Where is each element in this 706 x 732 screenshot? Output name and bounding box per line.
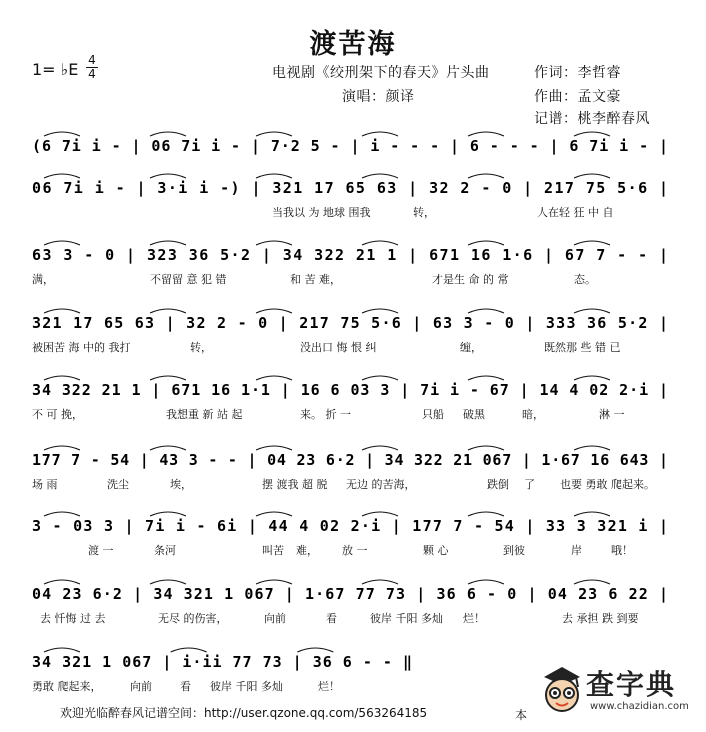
slur-mark [44,580,80,584]
lyric-text: 和 苦 难， [290,273,341,286]
lyric-text: 洗尘 [107,478,129,491]
slur-mark [468,580,504,584]
lyric-text: 难， [296,544,318,557]
notation-staff [30,378,670,404]
slur-mark [44,446,80,450]
lyric-text: 哦！ [611,544,633,557]
slur-mark [171,648,207,652]
slur-mark [256,309,292,313]
lyric-text: 转， [190,341,212,354]
lyric-text: 转， [413,206,435,219]
slur-mark [44,309,80,313]
slur-mark [468,241,504,245]
lyric-text: 渡 一 [88,544,114,557]
slur-mark [362,309,398,313]
lyric-text: 到彼 [503,544,525,557]
slur-mark [574,174,610,178]
notation-staff [30,311,670,337]
slur-mark [150,174,186,178]
notation-staff [30,176,670,202]
notation-row [30,582,670,602]
notation-text: 34 322 21 1 | 671 16 1·1 | 16 6 03 3 | 7i i - 67 | 14 4 02 2·i | [32,381,668,399]
lyric-text: 才是生 命 的 常 [432,273,509,286]
slur-mark [362,241,398,245]
slur-mark [256,512,292,516]
lyric-text: 无尽 的伤害， [158,612,228,625]
notation-staff [30,514,670,540]
slur-mark [297,648,333,652]
slur-mark [256,376,292,380]
slur-mark [362,376,398,380]
meter-bottom: 4 [88,67,96,81]
credit-composer: 作曲：孟文豪 [534,89,621,105]
time-signature [86,54,98,81]
lyric-text: 淋 一 [599,408,625,421]
song-title: 渡苦海 [309,29,397,60]
lyric-text: 场 雨 [32,478,58,491]
credit-transcriber: 记谱：桃李醉春风 [534,111,650,127]
slur-mark [150,132,186,136]
slur-mark [44,376,80,380]
credit-lyricist: 作词：李哲睿 [534,65,621,81]
notation-row [30,378,670,398]
lyric-text: 叫苦 [262,544,284,557]
lyric-text: 埃， [170,478,192,491]
notation-text: 34 321 1 067 | i·ii 77 73 | 36 6 - - ‖ [32,653,412,671]
lyric-text: 来。 折 一 [300,408,351,421]
slur-mark [574,241,610,245]
logo-site: www.chazidian.com [590,701,689,712]
lyric-text: 看 [180,680,191,693]
notation-staff [30,243,670,269]
site-logo [538,663,698,721]
notation-row [30,134,670,154]
lyric-text: 看 [326,612,337,625]
slur-mark [256,580,292,584]
logo-brand: 查字典 [586,668,677,701]
slur-mark [44,132,80,136]
lyric-text: 条河 [154,544,176,557]
slur-mark [150,580,186,584]
lyric-text: 颗 心 [423,544,449,557]
lyric-text: 彼岸 千阳 多灿 [370,612,443,625]
slur-mark [256,174,292,178]
slur-mark [256,446,292,450]
notation-text: (6 7i i - | 06 7i i - | 7·2 5 - | i - - - | 6 - - - | 6 7i i - | [32,137,668,155]
notation-text: 06 7i i - | 3·i i -) | 321 17 65 63 | 32 2 - 0 | 217 75 5·6 | [32,179,668,197]
slur-mark [150,309,186,313]
notation-text: 3 - 03 3 | 7i i - 6i | 44 4 02 2·i | 177 7 - 54 | 33 3 321 i | [32,517,668,535]
lyric-text: 被困苦 海 中的 我打 [32,341,131,354]
slur-mark [44,648,80,652]
slur-mark [44,241,80,245]
meter-top: 4 [88,53,96,67]
slur-mark [362,174,398,178]
slur-mark [256,241,292,245]
slur-mark [468,309,504,313]
slur-mark [574,309,610,313]
lyric-text: 破黑 [463,408,485,421]
lyric-text: 不留留 意 犯 错 [150,273,227,286]
notation-staff [30,582,670,608]
notation-text: 04 23 6·2 | 34 321 1 067 | 1·67 77 73 | 36 6 - 0 | 04 23 6 22 | [32,585,668,603]
lyric-text: 跌倒 [487,478,509,491]
lyric-text: 彼岸 千阳 多灿 [210,680,283,693]
lyric-text: 没出口 悔 恨 纠 [300,341,377,354]
notation-row [30,176,670,196]
lyric-text: 去 承担 跌 到要 [562,612,639,625]
slur-mark [468,174,504,178]
slur-mark [44,174,80,178]
lyric-text: 满， [32,273,54,286]
notation-staff [30,134,670,160]
lyric-text: 去 忏悔 过 去 [40,612,106,625]
lyric-text: 不 可 挽， [32,408,83,421]
lyric-text: 摆 渡我 超 脱 [262,478,328,491]
notation-text: 177 7 - 54 | 43 3 - - | 04 23 6·2 | 34 322 21 067 | 1·67 16 643 | [32,451,668,469]
slur-mark [574,512,610,516]
slur-mark [150,446,186,450]
slur-mark [362,446,398,450]
slur-mark [150,241,186,245]
slur-mark [44,512,80,516]
notation-staff [30,448,670,474]
slur-mark [468,512,504,516]
slur-mark [362,580,398,584]
slur-mark [362,132,398,136]
lyric-text: 当我以 为 地球 围我 [272,206,371,219]
lyric-text: 态。 [574,273,596,286]
lyric-text: 烂！ [463,612,485,625]
lyric-text: 烂！ [318,680,340,693]
slur-mark [468,376,504,380]
slur-mark [362,512,398,516]
lyric-text: 我想重 新 站 起 [166,408,243,421]
mascot-icon [538,663,586,717]
slur-mark [468,132,504,136]
lyric-text: 人在轻 狂 中 自 [537,206,614,219]
lyric-text: 向前 [130,680,152,693]
lyric-text: 放 一 [342,544,368,557]
lyric-text: 岸 [571,544,582,557]
key-signature: 1= ♭E [32,60,79,79]
slur-mark [574,580,610,584]
lyric-text: 无边 的苦海， [346,478,416,491]
slur-mark [150,512,186,516]
lyric-text: 只船 [422,408,444,421]
slur-mark [150,376,186,380]
lyric-text: 缠， [460,341,482,354]
lyric-text: 勇敢 爬起来， [32,680,102,693]
notation-row [30,243,670,263]
slur-mark [256,132,292,136]
lyric-text: 暗， [522,408,544,421]
notation-row [30,448,670,468]
page-mark: 本 [515,708,528,722]
lyric-text: 既然那 些 错 已 [544,341,621,354]
slur-mark [574,376,610,380]
notation-text: 321 17 65 63 | 32 2 - 0 | 217 75 5·6 | 63 3 - 0 | 333 36 5·2 | [32,314,668,332]
credit-drama: 电视剧《绞刑架下的春天》片头曲 [272,65,490,81]
credit-singer: 演唱：颜译 [342,89,415,105]
notation-row [30,311,670,331]
lyric-text: 向前 [264,612,286,625]
slur-mark [468,446,504,450]
slur-mark [574,132,610,136]
lyric-text: 也要 勇敢 爬起来。 [560,478,655,491]
footer-text: 欢迎光临醉春风记谱空间：http://user.qzone.qq.com/563264185 [60,706,428,720]
slur-mark [574,446,610,450]
lyric-text: 了 [524,478,535,491]
notation-row [30,514,670,534]
notation-text: 63 3 - 0 | 323 36 5·2 | 34 322 21 1 | 671 16 1·6 | 67 7 - - | [32,246,668,264]
